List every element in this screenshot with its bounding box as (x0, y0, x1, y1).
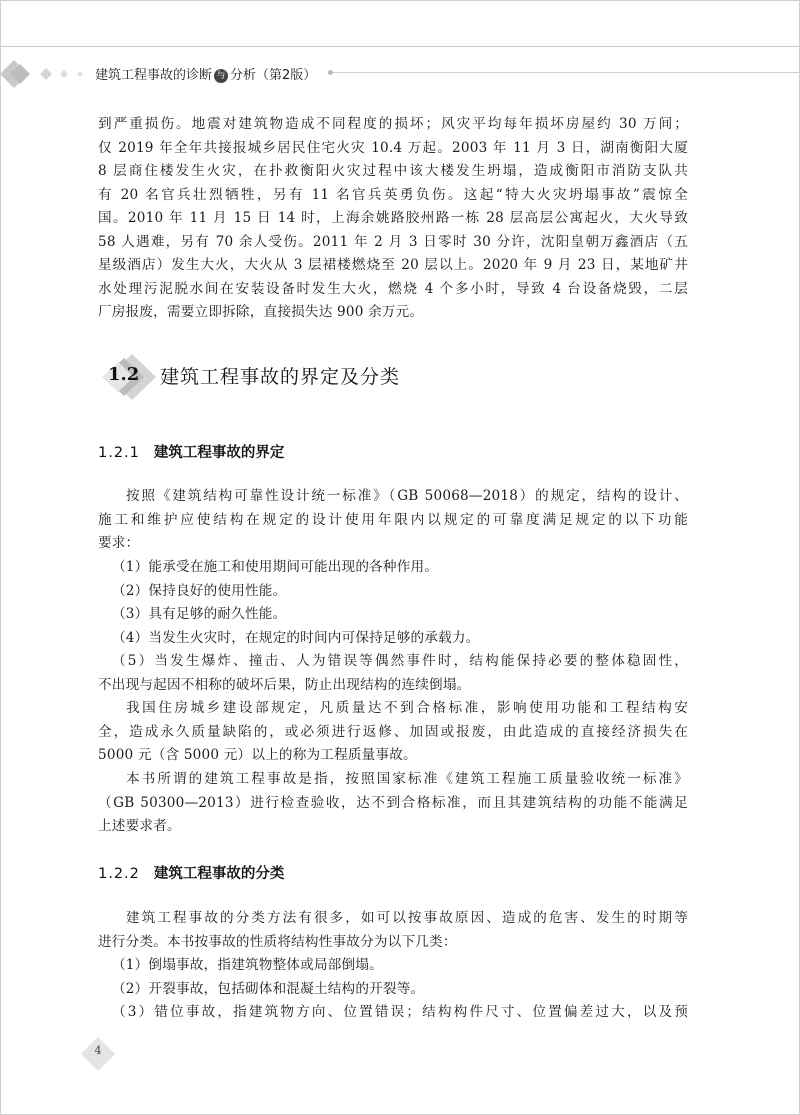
intro-line: 仅 2019 年全年共接报城乡居民住宅火灾 10.4 万起。2003 年 11 月 3 日，湖南衡阳大厦 (98, 139, 688, 156)
list-item: （2）保持良好的使用性能。 (112, 582, 287, 599)
subsection-title: 建筑工程事故的界定 (153, 445, 285, 461)
intro-line: 8 层商住楼发生火灾，在扑救衡阳火灾过程中该大楼发生坍塌，造成衡阳市消防支队共 (98, 163, 688, 179)
list-item-line: （5）当发生爆炸、撞击、人为错误等偶然事件时，结构能保持必要的整体稳固性， (112, 653, 688, 669)
paragraph-line: 要求： (98, 535, 140, 551)
paragraph-line: 全，造成永久质量缺陷的，或必须进行返修、加固或报废，由此造成的直接经济损失在 (98, 723, 688, 740)
subsection-number: 1.2.2 (98, 866, 140, 882)
paragraph-line: 按照《建筑结构可靠性设计统一标准》（GB 50068—2018）的规定，结构的设计、 (126, 488, 688, 504)
running-header-title (95, 64, 316, 83)
paragraph-line: （GB 50300—2013）进行检查验收，达不到合格标准，而且其建筑结构的功能不能满足 (98, 794, 688, 811)
paragraph-line: 施工和维护应使结构在规定的设计使用年限内以规定的可靠度满足规定的以下功能 (98, 511, 688, 528)
section-title: 建筑工程事故的界定及分类 (160, 366, 401, 388)
requirement-list (98, 556, 688, 650)
list-item: （1）能承受在施工和使用期间可能出现的各种作用。 (112, 559, 439, 575)
intro-line: 水处理污泥脱水间在安装设备时发生大火，燃烧 4 个多小时，导致 4 台设备烧毁，二层 (98, 280, 688, 297)
header-title-part1: 建筑工程事故的诊断 (95, 68, 213, 83)
page-number: 4 (94, 1044, 102, 1057)
definition-paragraph (98, 485, 688, 556)
header-title-amp: 与 (214, 69, 228, 83)
book-definition-paragraph (98, 768, 688, 839)
paragraph-line: 建筑工程事故的分类方法有很多，如可以按事故原因、造成的危害、发生的时期等 (126, 910, 688, 926)
top-rule (0, 46, 800, 47)
list-item: （3）具有足够的耐久性能。 (112, 606, 287, 622)
paragraph-line: 我国住房城乡建设部规定，凡质量达不到合格标准，影响使用功能和工程结构安 (126, 700, 688, 716)
subsection-heading-1-2-2 (98, 862, 284, 883)
paragraph-line: 进行分类。本书按事故的性质将结构性事故分为以下几类： (98, 933, 457, 950)
header-diamond-decoration (0, 56, 100, 96)
header-rule (333, 72, 800, 73)
intro-paragraph (98, 113, 688, 325)
intro-line: 有 20 名官兵壮烈牺牲，另有 11 名官兵英勇负伤。这起“特大火灾坍塌事故”震惊全 (98, 186, 688, 203)
list-item-line: 不出现与起因不相称的破坏后果，防止出现结构的连续倒塌。 (98, 676, 471, 693)
intro-line: 星级酒店）发生大火，大火从 3 层裙楼燃烧至 20 层以上。2020 年 9 月 23 日，某地矿井 (98, 257, 688, 273)
intro-line: 到严重损伤。地震对建筑物造成不同程度的损坏；风灾平均每年损坏房屋约 30 万间； (98, 116, 688, 132)
subsection-heading-1-2-1 (98, 441, 284, 462)
subsection-number: 1.2.1 (98, 445, 140, 461)
quality-accident-paragraph (98, 697, 688, 768)
paragraph-line: 5000 元（含 5000 元）以上的称为工程质量事故。 (98, 747, 417, 763)
paragraph-line: 本书所谓的建筑工程事故是指，按照国家标准《建筑工程施工质量验收统一标准》 (126, 771, 688, 787)
paragraph-line: 上述要求者。 (98, 818, 181, 834)
section-number: 1.2 (108, 364, 140, 385)
subsection-title: 建筑工程事故的分类 (153, 866, 285, 882)
classification-list (98, 954, 688, 1001)
classification-item-3 (98, 1001, 688, 1025)
intro-line: 58 人遇难，另有 70 余人受伤。2011 年 2 月 3 日零时 30 分许，沈阳皇朝万鑫酒店（五 (98, 233, 688, 250)
requirement-item-5 (98, 650, 688, 697)
header-title-part2: 分析（第2版） (230, 68, 317, 83)
list-item: （2）开裂事故，包括砌体和混凝土结构的开裂等。 (112, 980, 425, 997)
list-item: （4）当发生火灾时，在规定的时间内可保持足够的承载力。 (112, 629, 480, 646)
list-item: （3）错位事故，指建筑物方向、位置错误；结构构件尺寸、位置偏差过大，以及预 (112, 1004, 688, 1020)
intro-line: 国。2010 年 11 月 15 日 14 时，上海余姚路胶州路一栋 28 层高层公寓起火，大火导致 (98, 210, 688, 226)
list-item: （1）倒塌事故，指建筑物整体或局部倒塌。 (112, 957, 383, 973)
classification-paragraph (98, 907, 688, 954)
intro-line: 厂房报废，需要立即拆除，直接损失达 900 余万元。 (98, 304, 424, 320)
